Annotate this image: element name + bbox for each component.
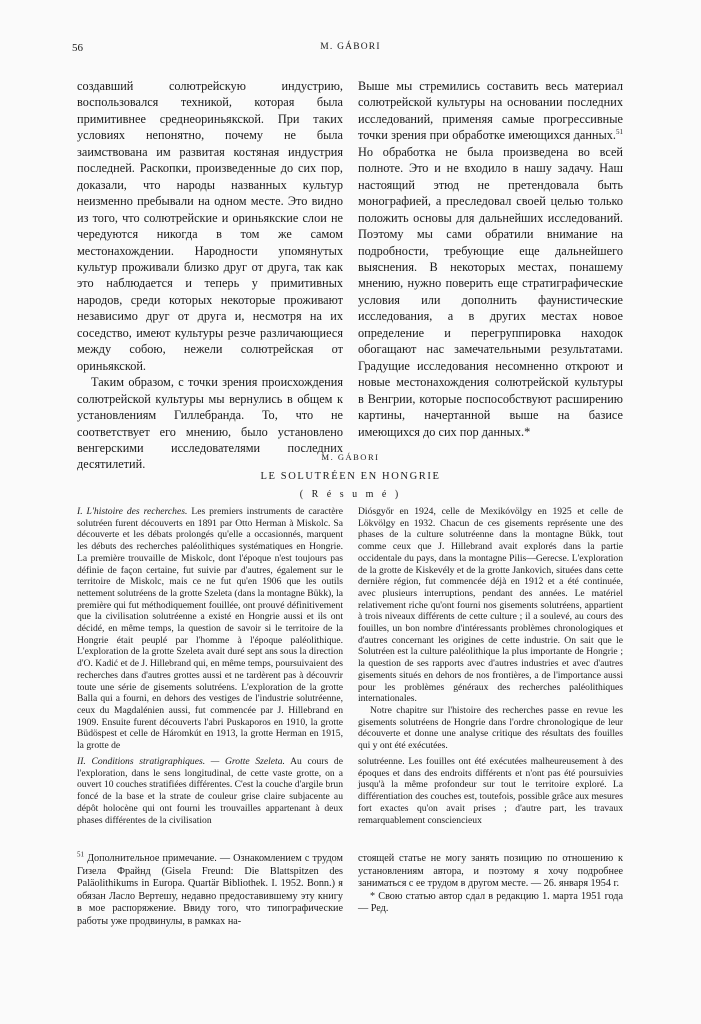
section-heading: II. Conditions stratigraphiques. — Grotte Szeleta. [77, 756, 285, 767]
footnote-continuation: стоящей статье не могу занять позицию по отношению к установлениям автора, и поэтому я хочу подробнее заниматься с ее трудом в другом месте. — 26. января 1954 г. [358, 853, 623, 890]
paragraph [77, 506, 343, 752]
running-head: M. GÁBORI [320, 42, 381, 52]
resume-subtitle: ( R é s u m é ) [299, 489, 402, 500]
paragraph [77, 756, 343, 826]
paragraph: Notre chapitre sur l'histoire des recherches passe en revue les gisements solutréens de Hongrie dans l'ordre chronologique de leur découverte et donne une analyse critique des résultats des fouilles qui y ont été exécutées. [358, 704, 623, 752]
section-heading: I. L'histoire des recherches. [77, 506, 188, 517]
paragraph: solutréenne. Les fouilles ont été exécutées malheureusement à des époques et dans des endroits différents et n'ont pas été poursuivies jusqu'à la même profondeur sur tout le territoire exploré. La différentiation des couches est, toutefois, possible grâce aux mesures fort exactes qu'on avait prises ; d'autre part, les travaux remarquablement consciencieux [358, 756, 623, 826]
resume-column-right-part2 [358, 756, 623, 826]
paragraph-text: Au cours de l'exploration, dans le sens longitudinal, de cette vaste grotte, on a ouvert 10 couches stratifiées différentes. C'est la couche d'argile brun foncé de la base et la strate de couleur grise claire subjacente au dépôt holocène qui ont fourni les trouvailles appartenant à deux phases différentes de la civilisation [77, 756, 343, 826]
resume-column-right-part1 [358, 506, 623, 752]
page-number: 56 [72, 42, 83, 54]
resume-column-left-part2 [77, 756, 343, 826]
footnote-right [358, 853, 623, 916]
footnote-ref: 51 [616, 128, 623, 137]
resume-title: LE SOLUTRÉEN EN HONGRIE [260, 471, 441, 482]
editor-note: * Свою статью автор сдал в редакцию 1. марта 1951 года — Ред. [358, 890, 623, 915]
resume-column-left-part1 [77, 506, 343, 752]
footnote-left [77, 850, 343, 929]
paragraph-text: Les premiers instruments de caractère solutréen furent découverts en 1891 par Otto Herman à Miskolc. Sa découverte et les débats prolongés qu'elle a occasionnés, marquent les débuts des recherches paléolithiques systématiques en Hongrie. La première trouvaille de Miskolc, dont l'époque n'est toujours pas définie de façon certaine, fut suivie par d'autres, également sur le territoire de Miskolc, mais ce ne fut qu'en 1906 que les outils nettement solutréens de la grotte Szeleta (dans la montagne Bükk), la première qui fut méthodiquement fouillée, ont prouvé définitivement que la civilisation solutréenne a existé en Hongrie aussi et ils ont décidé, en même temps, la question de savoir si le territoire de la Hongrie était peuplé par l'homme à l'époque paléolithique. L'exploration de la grotte Szeleta avait duré sept ans sous la direction d'O. Kadić et de J. Hillebrand qui, en même temps, poursuivaient des recherches dans d'autres grottes aussi et ne tardèrent pas à découvrir toute une série de gisements solutréens. L'exploration de la grotte Balla qui a fourni, en dehors des vestiges de l'industrie solutréenne, ceux du Magdalénien aussi, fut commencée par J. Hillebrand en 1909. Ensuite furent découverts l'abri Puskaporos en 1910, la grotte Büdöspest et celle de Háromkút en 1913, la grotte Herman en 1915, la grotte de [77, 506, 343, 752]
page-header [0, 42, 701, 56]
paragraph [358, 78, 623, 440]
footnote-mark: 51 [77, 850, 84, 859]
paragraph-text: Выше мы стремились составить весь материал солютрейской культуры на основании последних исследований, применяя самые прогрессивные точки зрения при обработке имеющихся данных. [358, 79, 623, 143]
paragraph-text: Но обработка не была произведена во всей полноте. Это и не входило в нашу задачу. Наш настоящий этюд не претендовала быть монографией, а преследовал своей целью только положить основы для дальнейших исследований. Поэтому мы сами обратили внимание на подробности, требующие еще дальнейшего выяснения. В некоторых местах, понашему мнению, нужно поверить еще стратиграфические условия или дополнить фаунистические исследования, а в других местах новое определение и перегруппировка находок обогащают нас замечательными результатами. Градущие исследования несомненно откроют и новые местонахождения солютрейской культуры в Венгрии, которые поспособствуют расширению картины, начертанной выше на базисе имеющихся до сих пор данных.* [358, 144, 623, 439]
paragraph: Таким образом, с точки зрения происхождения солютрейской культуры мы вернулись в общем к установлениям Гиллебранда. То, что не соответствует его мнению, было установлено венгерскими исследователями последних десятилетий. [77, 375, 343, 472]
footnote [77, 850, 343, 929]
paragraph: создавший солютрейскую индустрию, воспользовался техникой, которая была примитивнее среднеориньякской. При таких условиях непонятно, почему не была заимствована им развитая костяная индустрия последней. Раскопки, произведенные до сих пор, доказали, что народы названных культур неизменно пребывали на одном месте. Это видно из того, что солютрейские и ориньякские слои не чередуются никогда в том же самом местонахождении. Народности упомянутых культур проживали близко друг от друга, так как это наблюдается и теперь у примитивных народов, среди которых некоторые проживают независимо друг от друга и, несмотря на их соседство, имеют культуры резче различающиеся между собою, нежели солютрейская от ориньякской. [77, 79, 343, 373]
footnote-text: Дополнительное примечание. — Ознакомлением с трудом Гизела Фрайнд (Gisela Freund: Die Blattspitzen des Paläolithikums in Europa. Quartär Bibliothek. I. 1952. Bonn.) я обязан Ласло Вертешу, недавно предоставившему эту книгу в мое распоряжение. Ввиду того, что типографические работы уже продвинулы, в рамках на- [77, 853, 343, 927]
russian-text-column-left [77, 78, 343, 473]
russian-text-column-right [358, 78, 623, 440]
paragraph: Diósgyőr en 1924, celle de Mexikóvölgy en 1925 et celle de Lökvölgy en 1932. Chacun de ces gisements représente une des phases de la culture solutréenne dans la montagne Bükk, tout comme ceux que J. Hillebrand avait explorés dans la partie occidentale du pays, dans la montagne Pilis—Gerecse. L'exploration de la grotte de Kiskevély et de la grotte Jankovich, situées dans cette dernière région, fut commencée déjà en 1912 et a été continuée, avec plusieurs interruptions, pendant des années. Le matériel relativement riche qu'ont fourni nos gisements solutréens, appartient à trois niveaux différents de cette culture ; il a soulevé, au cours des fouilles, un bon nombre d'intéressants problèmes chronologiques et d'autres concernant les origines de cette industrie. On sait que le Solutréen est la culture paléolithique la plus importante de Hongrie ; la question de ses rapports avec d'autres industries et avec d'autres gisements situés en dehors de nos frontières, a de l'importance aussi pour les problèmes généraux des recherches paléolithiques internationales. [358, 506, 623, 705]
resume-author: M. GÁBORI [321, 452, 380, 462]
